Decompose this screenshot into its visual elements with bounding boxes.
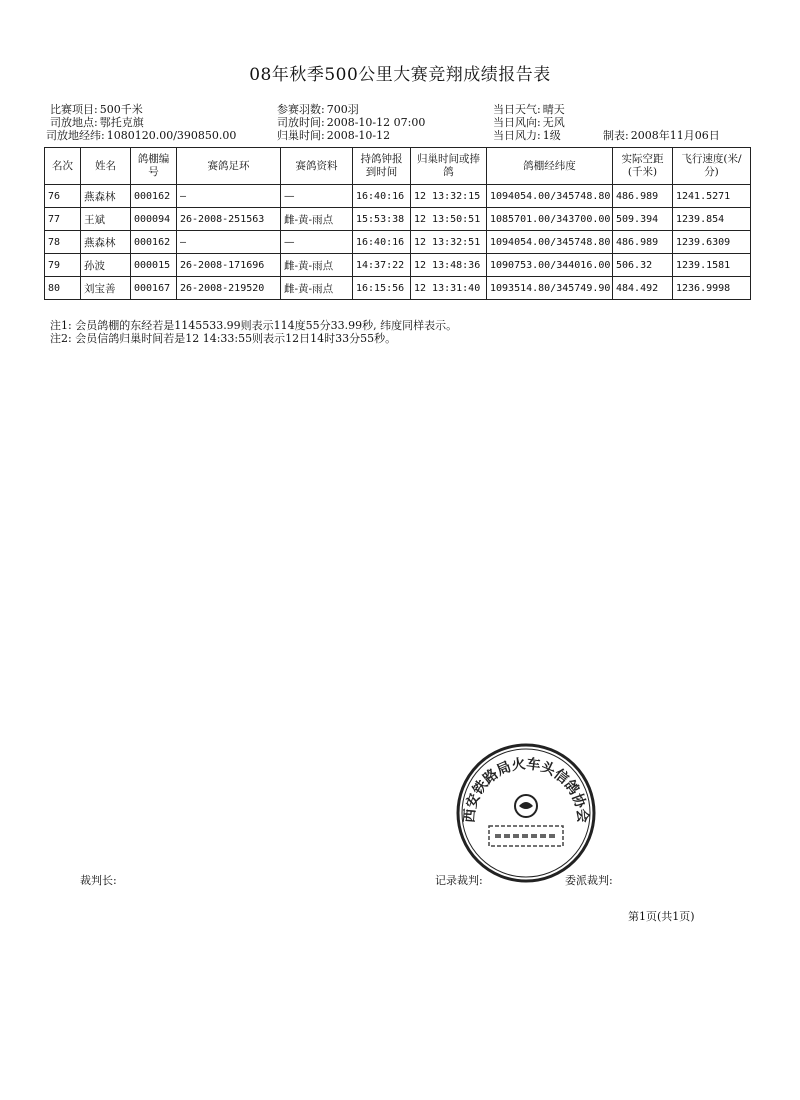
cell-ring: 26-2008-171696: [177, 254, 281, 277]
header-pigeon-info: 赛鸽资料: [281, 148, 353, 185]
cell-speed: 1239.6309: [673, 231, 751, 254]
cell-distance: 509.394: [613, 208, 673, 231]
footnote-2: 注2: 会员信鸽归巢时间若是12 14:33:55则表示12日14时33分55秒。: [50, 332, 397, 345]
cell-pigeon-info: —: [281, 231, 353, 254]
cell-speed: 1236.9998: [673, 277, 751, 300]
cell-loft-coords: 1093514.80/345749.90: [487, 277, 613, 300]
meta-release-time: 司放时间: 2008-10-12 07:00: [277, 116, 426, 129]
header-ring: 赛鸽足环: [177, 148, 281, 185]
meta-race-item: 比赛项目: 500千米: [50, 103, 143, 116]
cell-speed: 1241.5271: [673, 185, 751, 208]
cell-pigeon-info: 雌-黄-雨点: [281, 254, 353, 277]
cell-return-time: 12 13:31:40: [411, 277, 487, 300]
cell-loft-coords: 1094054.00/345748.80: [487, 231, 613, 254]
signature-chief-judge: 裁判长:: [80, 874, 117, 887]
svg-text:西安铁路局火车头信鸽协会: [462, 755, 592, 823]
cell-loft-coords: 1085701.00/343700.00: [487, 208, 613, 231]
cell-return-time: 12 13:50:51: [411, 208, 487, 231]
cell-name: 王斌: [81, 208, 131, 231]
meta-wind-force: 当日风力: 1级: [493, 129, 561, 142]
seal-text: 西安铁路局火车头信鸽协会: [461, 756, 591, 824]
meta-made-date: 制表: 2008年11月06日: [603, 129, 720, 142]
meta-release-place: 司放地点: 鄂托克旗: [50, 116, 144, 129]
cell-speed: 1239.854: [673, 208, 751, 231]
cell-rank: 79: [45, 254, 81, 277]
cell-loft-id: 000167: [131, 277, 177, 300]
cell-ring: —: [177, 231, 281, 254]
header-loft-id: 鸽棚编号: [131, 148, 177, 185]
cell-distance: 484.492: [613, 277, 673, 300]
cell-loft-id: 000162: [131, 231, 177, 254]
table-row: [45, 254, 751, 277]
results-table: [44, 147, 751, 300]
cell-rank: 78: [45, 231, 81, 254]
cell-distance: 506.32: [613, 254, 673, 277]
cell-speed: 1239.1581: [673, 254, 751, 277]
page-indicator: 第1页(共1页): [628, 910, 695, 923]
table-header-row: [45, 148, 751, 185]
cell-loft-id: 000162: [131, 185, 177, 208]
cell-rank: 80: [45, 277, 81, 300]
cell-name: 孙波: [81, 254, 131, 277]
table-row: [45, 208, 751, 231]
cell-rank: 77: [45, 208, 81, 231]
cell-pigeon-info: —: [281, 185, 353, 208]
association-seal-icon: [455, 742, 597, 884]
cell-clock-time: 16:15:56: [353, 277, 411, 300]
cell-clock-time: 16:40:16: [353, 231, 411, 254]
cell-loft-id: 000094: [131, 208, 177, 231]
meta-release-coords: 司放地经纬: 1080120.00/390850.00: [46, 129, 237, 142]
footnote-1: 注1: 会员鸽棚的东经若是1145533.99则表示114度55分33.99秒, 纬度同样表示。: [50, 319, 458, 332]
cell-loft-id: 000015: [131, 254, 177, 277]
signature-recorder: 记录裁判:: [435, 874, 483, 887]
cell-rank: 76: [45, 185, 81, 208]
cell-ring: 26-2008-219520: [177, 277, 281, 300]
meta-return-time: 归巢时间: 2008-10-12: [277, 129, 391, 142]
cell-ring: —: [177, 185, 281, 208]
header-return-time: 归巢时间或捧鸽: [411, 148, 487, 185]
cell-return-time: 12 13:32:15: [411, 185, 487, 208]
header-distance: 实际空距(千米): [613, 148, 673, 185]
table-row: [45, 277, 751, 300]
cell-distance: 486.989: [613, 185, 673, 208]
header-clock-time: 持鸽钟报到时间: [353, 148, 411, 185]
table-row: [45, 231, 751, 254]
cell-ring: 26-2008-251563: [177, 208, 281, 231]
cell-name: 燕森林: [81, 185, 131, 208]
cell-pigeon-info: 雌-黄-雨点: [281, 208, 353, 231]
meta-birds-count: 参赛羽数: 700羽: [277, 103, 359, 116]
cell-loft-coords: 1090753.00/344016.00: [487, 254, 613, 277]
meta-weather: 当日天气: 晴天: [493, 103, 565, 116]
cell-return-time: 12 13:32:51: [411, 231, 487, 254]
header-name: 姓名: [81, 148, 131, 185]
header-rank: 名次: [45, 148, 81, 185]
cell-loft-coords: 1094054.00/345748.80: [487, 185, 613, 208]
header-loft-coords: 鸽棚经纬度: [487, 148, 613, 185]
footnotes: [50, 319, 457, 345]
cell-clock-time: 16:40:16: [353, 185, 411, 208]
meta-wind-direction: 当日风向: 无风: [493, 116, 565, 129]
cell-distance: 486.989: [613, 231, 673, 254]
cell-return-time: 12 13:48:36: [411, 254, 487, 277]
cell-name: 刘宝善: [81, 277, 131, 300]
signature-appointed-judge: 委派裁判:: [565, 874, 613, 887]
table-row: [45, 185, 751, 208]
cell-name: 燕森林: [81, 231, 131, 254]
cell-clock-time: 14:37:22: [353, 254, 411, 277]
report-title: 08年秋季500公里大赛竞翔成绩报告表: [249, 65, 551, 85]
cell-clock-time: 15:53:38: [353, 208, 411, 231]
cell-pigeon-info: 雌-黄-雨点: [281, 277, 353, 300]
header-speed: 飞行速度(米/分): [673, 148, 751, 185]
